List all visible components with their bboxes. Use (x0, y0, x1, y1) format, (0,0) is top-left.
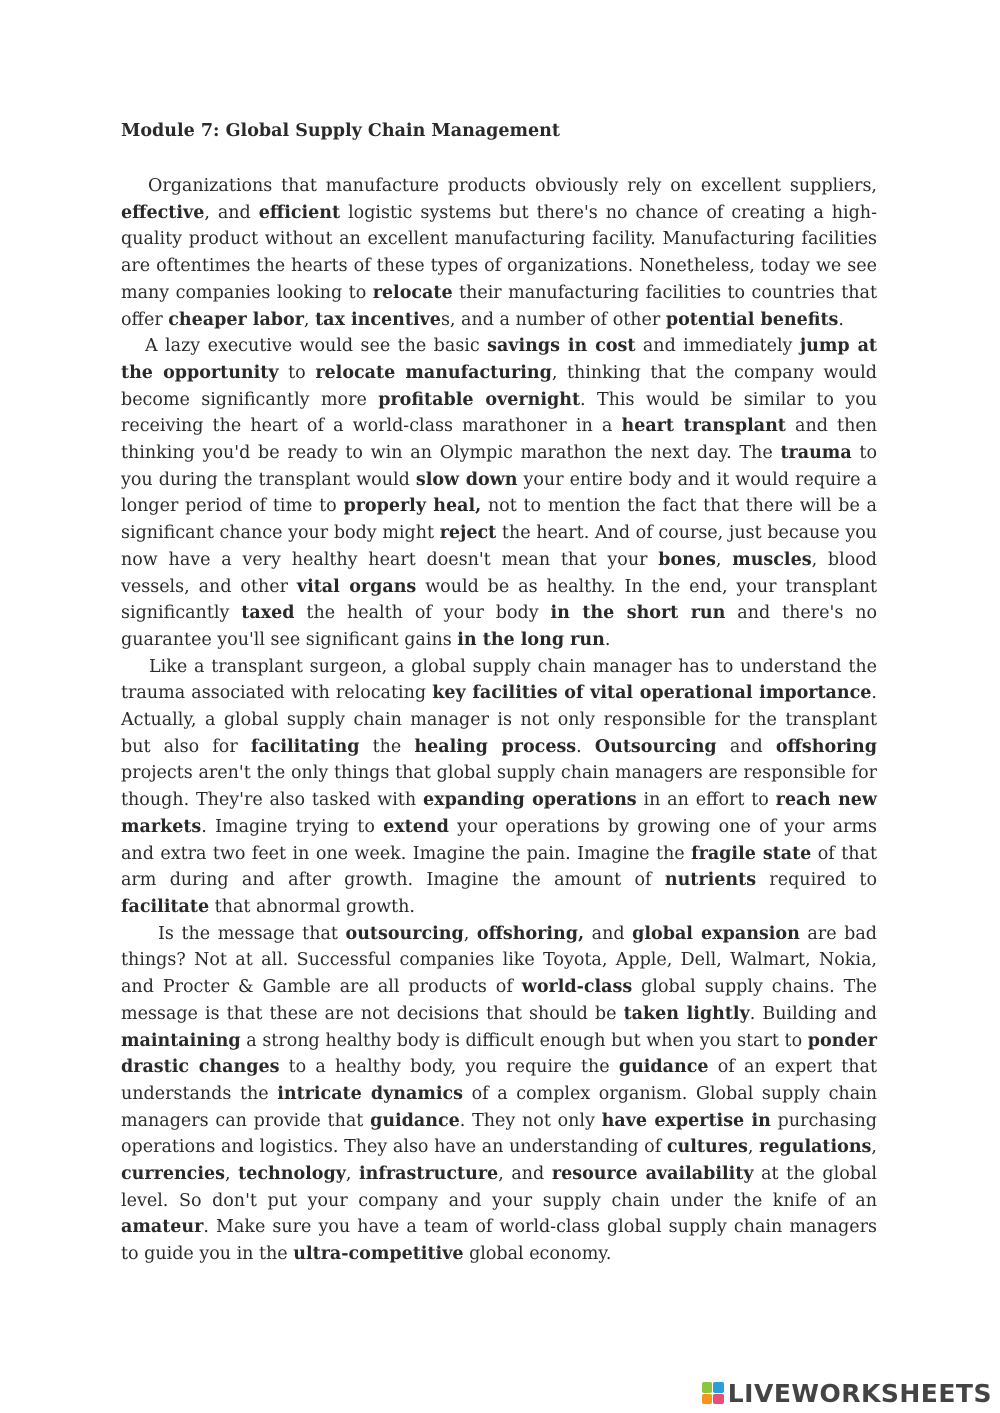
bold-term: potential benefits (665, 309, 839, 330)
bold-term: guidance (370, 1110, 460, 1131)
text-run: Like a transplant surgeon, a global supply chain manager has to understand the trauma associated with relocating (121, 656, 877, 704)
text-run: , (463, 923, 477, 944)
text-run: to a healthy body, you require the (279, 1057, 619, 1078)
logo-square-2 (713, 1382, 724, 1393)
text-run: , (715, 549, 733, 570)
bold-term: vital organs (296, 576, 417, 597)
watermark-text: LIVEWORKSHEETS (727, 1378, 992, 1408)
bold-term: outsourcing (345, 923, 464, 944)
text-run: your operations by growing one of your arms and extra two feet in one week. Imagine the pain. Imagine the (121, 816, 877, 864)
bold-term: expanding operations (423, 790, 637, 811)
bold-term: bones (658, 549, 716, 570)
bold-term: savings in cost (487, 336, 636, 357)
paragraph-1 (121, 173, 877, 333)
bold-term: have expertise in (601, 1110, 771, 1131)
text-run: . They not only (459, 1110, 602, 1131)
logo-square-1 (702, 1382, 713, 1393)
bold-term: cultures (666, 1137, 748, 1158)
bold-term: resource availability (551, 1164, 754, 1185)
text-run: required to (756, 870, 877, 891)
text-run: global economy. (463, 1244, 612, 1265)
bold-term: infrastructure (359, 1164, 499, 1185)
text-run: . (838, 309, 844, 330)
text-run: of a complex organism. Global supply chain managers can provide that (121, 1083, 877, 1131)
bold-term: taxed (241, 603, 295, 624)
text-run: and there's no guarantee you'll see significant gains (121, 603, 878, 650)
bold-term: trauma (780, 443, 852, 464)
text-run: and (716, 736, 776, 757)
text-run: , thinking that the company would become significantly more (121, 362, 877, 410)
text-run: their manufacturing facilities to countries that offer (121, 282, 877, 330)
bold-term: relocate manufacturing (315, 362, 552, 383)
bold-term: taken lightly (623, 1003, 750, 1024)
text-run: Is the message that (158, 923, 346, 944)
text-run: , and (204, 202, 259, 223)
bold-term: technology (238, 1164, 346, 1185)
text-run: . (576, 736, 595, 757)
bold-term: ponder drastic changes (121, 1030, 877, 1078)
page-title: Module 7: Global Supply Chain Management (121, 121, 560, 141)
text-run: , (747, 1137, 760, 1158)
text-run: A lazy executive would see the basic (145, 336, 488, 357)
text-run: that abnormal growth. (209, 896, 415, 917)
text-run: and (584, 923, 633, 944)
bold-term: healing process (414, 736, 577, 757)
bold-term: heart transplant (621, 416, 786, 437)
logo-square-3 (702, 1394, 713, 1405)
bold-term: in the long run (457, 629, 605, 650)
bold-term: muscles (732, 549, 812, 570)
bold-term: currencies (121, 1164, 225, 1185)
text-run: purchasing operations and logistics. They also have an understanding of (121, 1110, 878, 1158)
bold-term: tax incentive (315, 309, 441, 330)
bold-term: regulations (759, 1137, 872, 1158)
text-run: . This would be similar to you receiving the heart of a world-class marathoner in a (121, 389, 878, 437)
text-run: and immediately (635, 336, 800, 357)
bold-term: jump at the opportunity (121, 336, 878, 383)
bold-term: global expansion (632, 923, 800, 944)
bold-term: facilitate (121, 896, 210, 917)
bold-term: offshoring, (476, 923, 585, 944)
bold-term: ultra-competitive (293, 1244, 464, 1265)
paragraph-4 (121, 921, 877, 1268)
text-run: a strong healthy body is difficult enough but when you start to (240, 1030, 808, 1051)
text-run: at the global level. So don't put your company and your supply chain under the knife of an (121, 1164, 877, 1211)
liveworksheets-logo-icon (702, 1382, 724, 1404)
text-run: , (303, 309, 316, 330)
bold-term: reject (439, 523, 497, 544)
bold-term: nutrients (664, 870, 757, 891)
text-run: , and (498, 1164, 552, 1185)
bold-term: fragile state (691, 843, 812, 864)
bold-term: profitable overnight (378, 389, 581, 410)
text-run: , (224, 1164, 239, 1185)
bold-term: world-class (521, 977, 633, 998)
text-run: , (345, 1164, 360, 1185)
bold-term: in the short run (550, 603, 726, 624)
text-run: projects aren't the only things that global supply chain managers are responsible for though. They're also tasked with (121, 763, 877, 811)
bold-term: slow down (415, 469, 518, 490)
text-run: and then thinking you'd be ready to win an Olympic marathon the next day. The (121, 416, 877, 464)
text-run: the heart. And of course, just because you now have a very healthy heart doesn't mean that your (121, 523, 878, 570)
bold-term: facilitating (250, 736, 360, 757)
document-page (121, 118, 877, 1268)
bold-term: maintaining (121, 1030, 241, 1051)
bold-term: effective (121, 202, 205, 223)
bold-term: properly heal, (343, 496, 482, 517)
text-run: in an effort to (636, 790, 776, 811)
text-run: . (604, 629, 611, 650)
bold-term: efficient (258, 202, 341, 223)
text-run: global supply chains. The message is that these are not decisions that should be (121, 977, 877, 1024)
bold-term: cheaper labor (168, 309, 304, 330)
text-run: to (278, 362, 316, 383)
paragraph-2 (121, 333, 877, 653)
text-run: . Building and (749, 1003, 877, 1024)
bold-term: extend (383, 816, 449, 837)
bold-term: reach new markets (121, 790, 878, 837)
text-run: s, and a number of other (440, 309, 666, 330)
text-run: not to mention the fact that there will be a significant chance your body might (121, 496, 877, 544)
text-run: would be as healthy. In the end, your transplant significantly (121, 576, 878, 624)
text-run: of an expert that understands the (121, 1057, 877, 1104)
bold-term: relocate (372, 282, 453, 303)
text-run: to you during the transplant would (121, 443, 877, 490)
text-run: the health of your body (294, 603, 551, 624)
text-run: Organizations that manufacture products obviously rely on excellent suppliers, (148, 176, 877, 196)
text-run: the (359, 736, 415, 757)
bold-term: intricate dynamics (277, 1083, 464, 1104)
bold-term: amateur (121, 1217, 204, 1238)
bold-term: guidance (618, 1057, 709, 1078)
text-run: , (871, 1137, 877, 1158)
logo-square-4 (713, 1394, 724, 1405)
text-run: your entire body and it would require a longer period of time to (121, 469, 877, 517)
text-run: logistic systems but there's no chance of creating a high-quality product without an excellent manufacturing facility. Manufacturing facilities are oftentimes the hearts of these types of organizations. Nonetheless, today we see many companies looking to (121, 202, 877, 303)
liveworksheets-watermark (702, 1379, 992, 1407)
text-run: of that arm during and after growth. Imagine the amount of (121, 843, 878, 891)
bold-term: offshoring (775, 736, 877, 757)
text-run: , blood vessels, and other (121, 549, 877, 597)
bold-term: Outsourcing (594, 736, 717, 757)
text-run: . Actually, a global supply chain manager is not only responsible for the transplant but also for (121, 683, 877, 757)
bold-term: key facilities of vital operational importance (432, 683, 872, 704)
text-run: . Make sure you have a team of world-class global supply chain managers to guide you in the (121, 1217, 877, 1265)
paragraph-3 (121, 654, 877, 921)
text-run: are bad things? Not at all. Successful companies like Toyota, Apple, Dell, Walmart, Nokia, and Procter & Gamble are all products of (121, 923, 877, 998)
text-run: . Imagine trying to (201, 816, 384, 837)
